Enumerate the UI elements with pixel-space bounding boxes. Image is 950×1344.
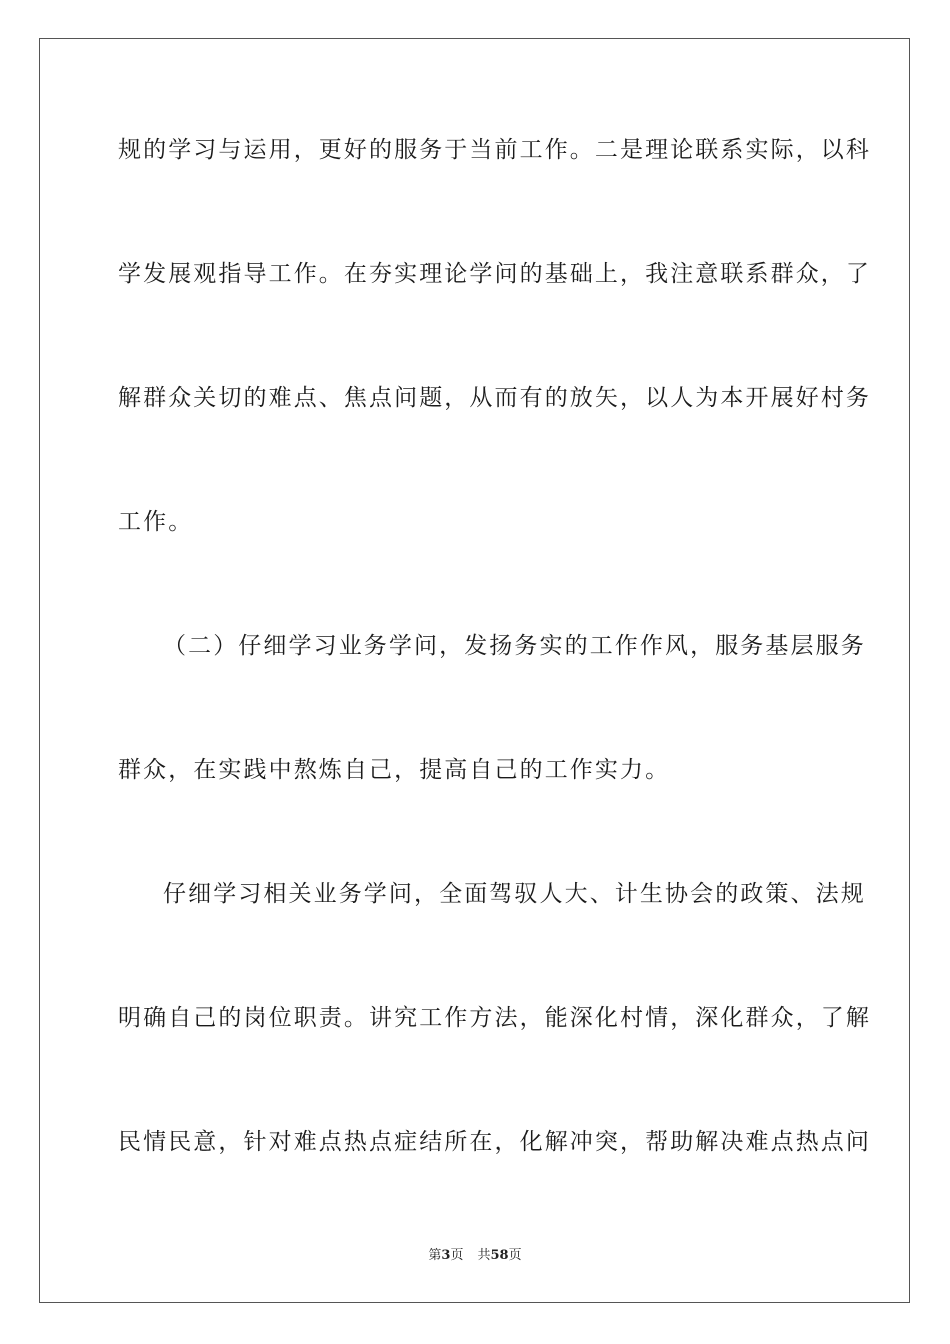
page-border xyxy=(39,38,910,1303)
body-text-line-3: 解群众关切的难点、焦点问题，从而有的放矢，以人为本开展好村务 xyxy=(118,385,871,411)
body-text-line-8: 明确自己的岗位职责。讲究工作方法，能深化村情，深化群众，了解 xyxy=(118,1005,871,1031)
body-text-line-4: 工作。 xyxy=(118,509,194,535)
section-heading-line: （二）仔细学习业务学问，发扬务实的工作作风，服务基层服务 xyxy=(163,633,866,659)
page-number: 3 xyxy=(441,1248,451,1263)
body-text-line-2: 学发展观指导工作。在夯实理论学问的基础上，我注意联系群众，了 xyxy=(118,261,871,287)
body-text-line-6: 群众，在实践中熬炼自己，提高自己的工作实力。 xyxy=(118,757,671,783)
total-pages: 58 xyxy=(490,1248,509,1263)
total-suffix: 页 xyxy=(508,1248,522,1263)
page-suffix: 页 xyxy=(450,1248,464,1263)
page-footer xyxy=(0,1247,950,1265)
paragraph-first-line: 仔细学习相关业务学问，全面驾驭人大、计生协会的政策、法规 xyxy=(163,881,866,907)
total-prefix: 共 xyxy=(477,1248,491,1263)
body-text-line-9: 民情民意，针对难点热点症结所在，化解冲突，帮助解决难点热点问 xyxy=(118,1129,871,1155)
body-text-line-1: 规的学习与运用，更好的服务于当前工作。二是理论联系实际，以科 xyxy=(118,137,871,163)
page-prefix: 第 xyxy=(428,1248,442,1263)
